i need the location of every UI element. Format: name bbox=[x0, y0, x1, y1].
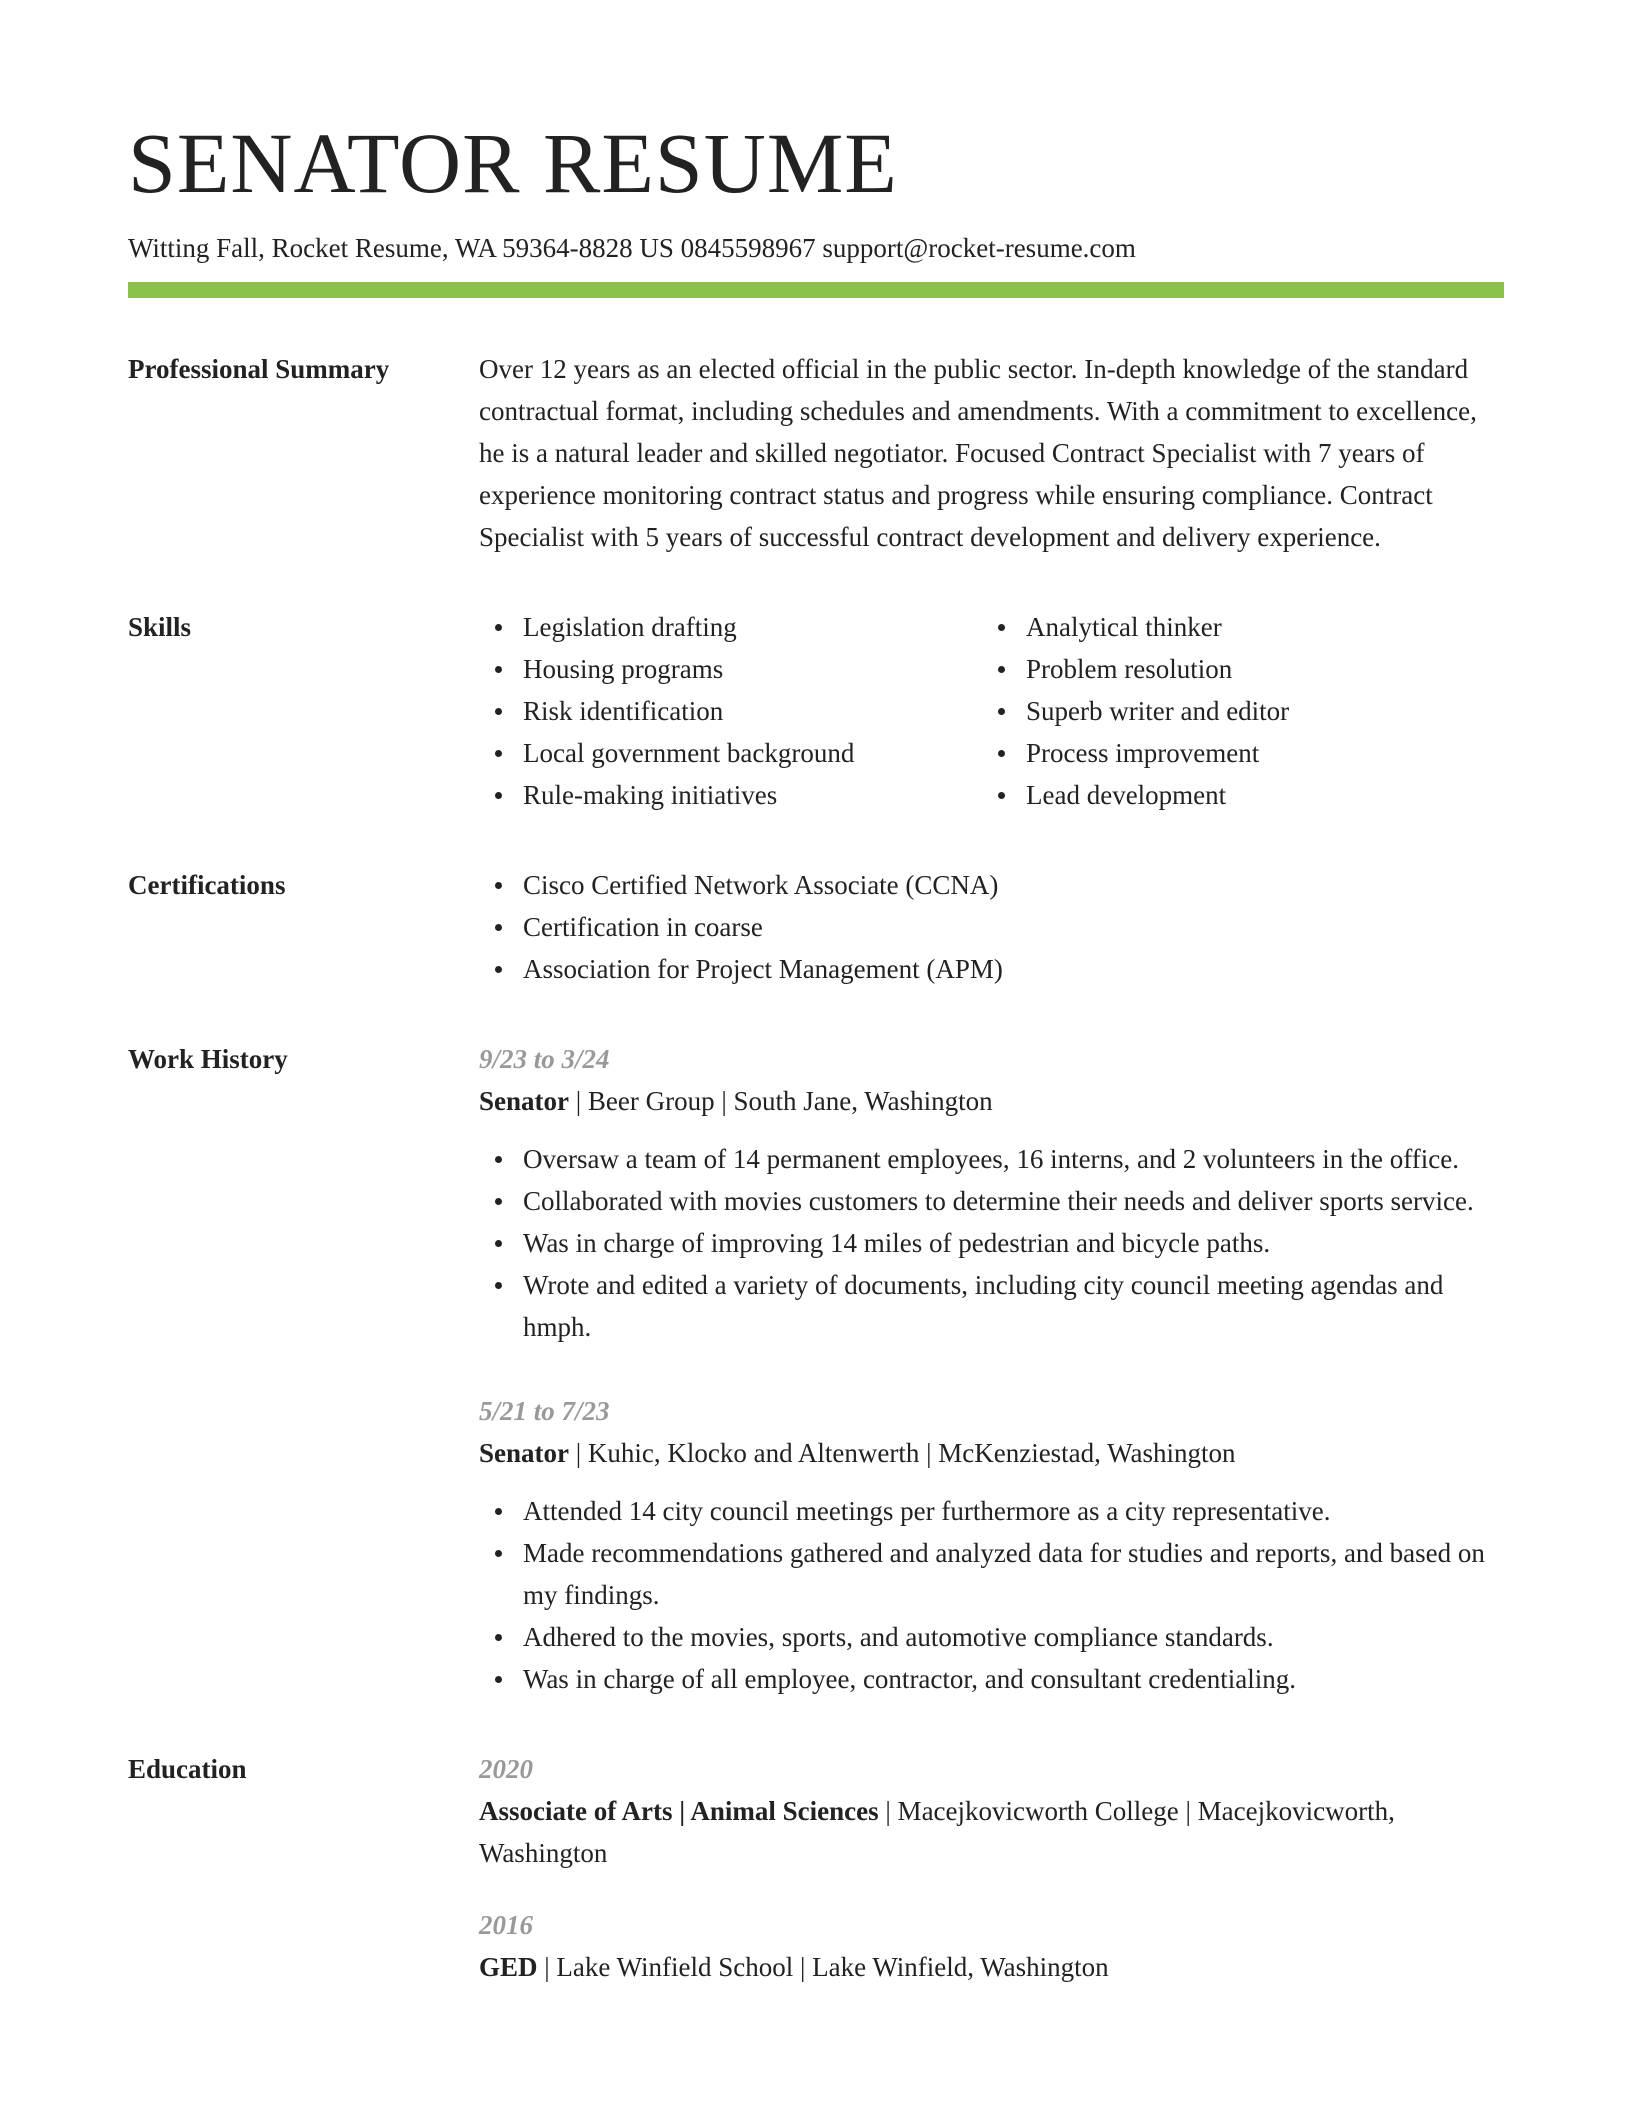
skill-item: Local government background bbox=[479, 732, 982, 774]
job-heading bbox=[479, 1432, 1504, 1474]
education-body bbox=[479, 1748, 1504, 1988]
resume-title: SENATOR RESUME bbox=[128, 115, 898, 211]
job-dates: 9/23 to 3/24 bbox=[479, 1044, 610, 1075]
education-entry bbox=[479, 1904, 1504, 1988]
skill-item: Housing programs bbox=[479, 648, 982, 690]
section-label-education: Education bbox=[128, 1754, 247, 1785]
job-title: Senator bbox=[479, 1086, 569, 1117]
skill-item: Process improvement bbox=[982, 732, 1485, 774]
job-bullet: Collaborated with movies customers to determine their needs and deliver sports service. bbox=[479, 1180, 1504, 1222]
education-entry bbox=[479, 1748, 1504, 1874]
section-label-certifications: Certifications bbox=[128, 870, 286, 901]
section-summary bbox=[128, 348, 1504, 558]
job-entry bbox=[479, 1038, 1504, 1348]
skill-item: Rule-making initiatives bbox=[479, 774, 982, 816]
certification-item: Certification in coarse bbox=[479, 906, 1504, 948]
summary-text: Over 12 years as an elected official in the public sector. In-depth knowledge of the standard contractual format, including schedules and amendments. With a commitment to excellence, he is a natural leader and skilled negotiator. Focused Contract Specialist with 7 years of experience monitoring contract status and progress while ensuring compliance. Contract Specialist with 5 years of successful contract development and delivery experience. bbox=[479, 354, 1477, 553]
section-education bbox=[128, 1748, 1504, 1988]
job-bullets bbox=[479, 1138, 1504, 1348]
skill-item: Superb writer and editor bbox=[982, 690, 1485, 732]
education-heading bbox=[479, 1790, 1504, 1874]
skill-item: Lead development bbox=[982, 774, 1485, 816]
skills-grid bbox=[479, 606, 1504, 816]
job-bullet: Wrote and edited a variety of documents, including city council meeting agendas and hmph. bbox=[479, 1264, 1504, 1348]
section-certifications bbox=[128, 864, 1504, 990]
skill-item: Problem resolution bbox=[982, 648, 1485, 690]
job-bullet: Adhered to the movies, sports, and automotive compliance standards. bbox=[479, 1616, 1504, 1658]
skill-item: Risk identification bbox=[479, 690, 982, 732]
education-details: | Lake Winfield School | Lake Winfield, Washington bbox=[537, 1952, 1109, 1983]
education-heading bbox=[479, 1946, 1504, 1988]
job-bullets bbox=[479, 1490, 1504, 1700]
education-year: 2016 bbox=[479, 1910, 533, 1941]
section-label-skills: Skills bbox=[128, 612, 192, 643]
job-bullet: Attended 14 city council meetings per furthermore as a city representative. bbox=[479, 1490, 1504, 1532]
skills-column-2 bbox=[982, 606, 1485, 816]
contact-line: Witting Fall, Rocket Resume, WA 59364-8828 US 0845598967 support@rocket-resume.com bbox=[128, 233, 1136, 263]
section-label-summary: Professional Summary bbox=[128, 354, 390, 385]
education-year: 2020 bbox=[479, 1754, 533, 1785]
skill-item: Legislation drafting bbox=[479, 606, 982, 648]
certification-item: Cisco Certified Network Associate (CCNA) bbox=[479, 864, 1504, 906]
section-label-work-history: Work History bbox=[128, 1044, 288, 1075]
education-degree: Associate of Arts | Animal Sciences bbox=[479, 1796, 879, 1827]
education-degree: GED bbox=[479, 1952, 538, 1983]
job-bullet: Oversaw a team of 14 permanent employees, 16 interns, and 2 volunteers in the office. bbox=[479, 1138, 1504, 1180]
job-bullet: Was in charge of all employee, contractor, and consultant credentialing. bbox=[479, 1658, 1504, 1700]
header-divider bbox=[128, 282, 1504, 298]
certifications-body bbox=[479, 864, 1504, 990]
job-entry bbox=[479, 1390, 1504, 1700]
skill-item: Analytical thinker bbox=[982, 606, 1485, 648]
job-heading bbox=[479, 1080, 1504, 1122]
job-details: | Beer Group | South Jane, Washington bbox=[569, 1086, 993, 1117]
job-bullet: Was in charge of improving 14 miles of pedestrian and bicycle paths. bbox=[479, 1222, 1504, 1264]
section-skills bbox=[128, 606, 1504, 816]
job-details: | Kuhic, Klocko and Altenwerth | McKenziestad, Washington bbox=[569, 1438, 1236, 1469]
education-details: | Macejkovicworth College | Macejkovicworth, Washington bbox=[479, 1796, 1395, 1869]
certification-item: Association for Project Management (APM) bbox=[479, 948, 1504, 990]
certifications-list bbox=[479, 864, 1504, 990]
job-bullet: Made recommendations gathered and analyzed data for studies and reports, and based on my findings. bbox=[479, 1532, 1504, 1616]
skills-column-1 bbox=[479, 606, 982, 816]
job-title: Senator bbox=[479, 1438, 569, 1469]
job-dates: 5/21 to 7/23 bbox=[479, 1396, 610, 1427]
work-history-body bbox=[479, 1038, 1504, 1700]
section-work-history bbox=[128, 1038, 1504, 1700]
